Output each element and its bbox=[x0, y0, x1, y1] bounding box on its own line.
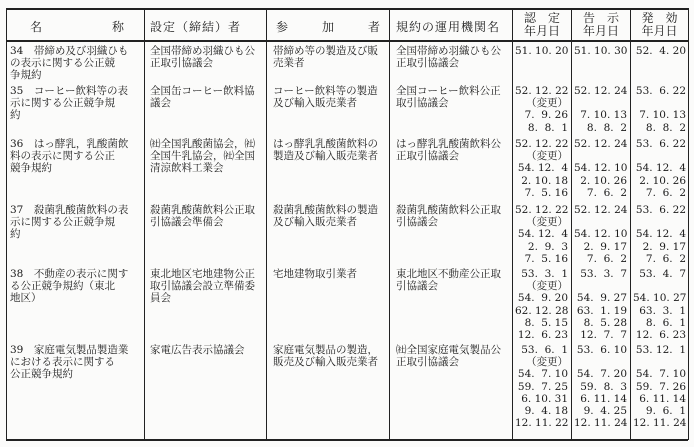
row-operator: 東北地区不動産公正取 引協議会 bbox=[396, 268, 501, 293]
row-effective-date: 53. 6. 22 54. 12. 4 2. 9. 17 7. 6. 2 bbox=[635, 204, 686, 265]
col-rule bbox=[144, 8, 145, 440]
col-rule bbox=[266, 8, 267, 440]
row-participant: 帯締め等の製造及び販 売業者 bbox=[273, 45, 378, 70]
header-effective: 発 効 年月日 bbox=[641, 11, 678, 38]
row-approval-date: 51. 10. 20 bbox=[515, 45, 569, 57]
row-operator: ㈳全国家庭電気製品公 正取引協議会 bbox=[396, 344, 501, 369]
row-participant: コーヒー飲料等の製造 及び輸入販売業者 bbox=[273, 85, 378, 110]
header-name-b: 称 bbox=[112, 19, 126, 34]
row-participant: 殺菌乳酸菌飲料の製造 及び輸入販売業者 bbox=[273, 204, 378, 229]
col-rule bbox=[6, 8, 7, 440]
header-operator: 規約の運用機関名 bbox=[396, 19, 501, 34]
row-setting: 全国帯締め羽織ひも公 正取引協議会 bbox=[150, 45, 255, 70]
row-name: 35 コーヒー飲料等の表 示に関する公正競争規 約 bbox=[10, 85, 128, 122]
row-name: 38 不動産の表示に関す る公正競争規約（東北 地区） bbox=[10, 268, 129, 305]
row-participant: 宅地建物取引業者 bbox=[273, 268, 357, 280]
row-operator: はっ酵乳乳酸菌飲料公 正取引協議会 bbox=[396, 138, 501, 163]
row-notice-date: 51. 10. 30 bbox=[574, 45, 628, 57]
row-participant: はっ酵乳乳酸菌飲料の 製造及び輸入販売業者 bbox=[273, 138, 378, 163]
header-approval: 認 定 年月日 bbox=[523, 11, 560, 38]
row-approval-date: 53. 3. 1 （変更） 54. 9. 20 62. 12. 28 8. 5. 15 12. 6. 23 bbox=[515, 268, 569, 342]
bottom-rule bbox=[6, 439, 688, 441]
col-rule bbox=[571, 8, 572, 440]
header-participant-c: 者 bbox=[368, 19, 382, 34]
header-notice: 告 示 年月日 bbox=[582, 11, 619, 38]
row-setting: 全国缶コーヒー飲料協 議会 bbox=[150, 85, 255, 110]
header-setting: 設定（締結）者 bbox=[150, 19, 242, 34]
row-effective-date: 53. 4. 7 54. 10. 27 63. 3. 1 8. 6. 1 12. 6. 23 bbox=[633, 268, 687, 342]
row-name: 39 家庭電気製品製造業 における表示に関する 公正競争規約 bbox=[10, 344, 129, 381]
row-approval-date: 52. 12. 22 （変更） 54. 12. 4 2. 9. 3 7. 5. 16 bbox=[515, 204, 569, 265]
row-setting: 殺菌乳酸菌飲料公正取 引協議会準備会 bbox=[150, 204, 255, 229]
header-participant-b: 加 bbox=[322, 19, 336, 34]
row-name: 34 帯締め及び羽織ひも の表示に関する公正競 争規約 bbox=[10, 45, 129, 82]
row-notice-date: 52. 12. 24 54. 12. 10 2. 9. 17 7. 6. 2 bbox=[574, 204, 628, 265]
col-rule bbox=[389, 8, 390, 440]
header-participant-a: 参 bbox=[276, 19, 290, 34]
row-effective-date: 53. 12. 1 54. 7. 10 59. 7. 26 6. 11. 14 9. 6. 1 12. 11. 24 bbox=[633, 344, 687, 430]
row-notice-date: 52. 12. 24 7. 10. 13 8. 8. 2 bbox=[574, 85, 628, 134]
header-name-a: 名 bbox=[30, 19, 44, 34]
col-rule bbox=[512, 8, 513, 440]
row-approval-date: 52. 12. 22 （変更） 7. 9. 26 8. 8. 1 bbox=[515, 85, 569, 134]
row-name: 37 殺菌乳酸菌飲料の表 示に関する公正競争規 約 bbox=[10, 204, 129, 241]
col-rule bbox=[688, 8, 689, 440]
row-setting: 家電広告表示協議会 bbox=[150, 344, 245, 356]
row-notice-date: 53. 3. 7 54. 9. 27 63. 1. 19 8. 5. 28 12. 7. 7 bbox=[576, 268, 627, 342]
row-approval-date: 53. 6. 1 （変更） 54. 7. 10 59. 7. 25 6. 10. 31 9. 4. 18 12. 11. 22 bbox=[515, 344, 569, 430]
row-notice-date: 53. 6. 10 54. 7. 20 59. 8. 3 6. 11. 14 9. 4. 25 12. 11. 24 bbox=[574, 344, 628, 430]
col-rule bbox=[630, 8, 631, 440]
row-effective-date: 52. 4. 20 bbox=[635, 45, 686, 57]
row-setting: 東北地区宅地建物公正 取引協議会設立準備委 員会 bbox=[150, 268, 255, 305]
row-effective-date: 53. 6. 22 54. 12. 4 2. 10. 26 7. 6. 2 bbox=[635, 138, 686, 199]
row-approval-date: 52. 12. 22 （変更） 54. 12. 4 2. 10. 18 7. 5. 16 bbox=[515, 138, 569, 199]
row-operator: 殺菌乳酸菌飲料公正取 引協議会 bbox=[396, 204, 501, 229]
header-rule bbox=[6, 40, 688, 42]
top-rule bbox=[6, 8, 688, 10]
row-participant: 家庭電気製品の製造， 販売及び輸入販売業者 bbox=[273, 344, 378, 369]
row-notice-date: 52. 12. 24 54. 12. 10 2. 10. 26 7. 6. 2 bbox=[574, 138, 628, 199]
row-effective-date: 53. 6. 22 7. 10. 13 8. 8. 2 bbox=[635, 85, 686, 134]
row-name: 36 はっ酵乳，乳酸菌飲 料の表示に関する公正 競争規約 bbox=[10, 138, 129, 175]
row-operator: 全国帯締め羽織ひも公 正取引協議会 bbox=[396, 45, 501, 70]
row-operator: 全国コーヒー飲料公正 取引協議会 bbox=[396, 85, 501, 110]
row-setting: ㈳全国乳酸菌協会，㈳ 全国牛乳協会，㈳全国 清涼飲料工業会 bbox=[150, 138, 255, 175]
